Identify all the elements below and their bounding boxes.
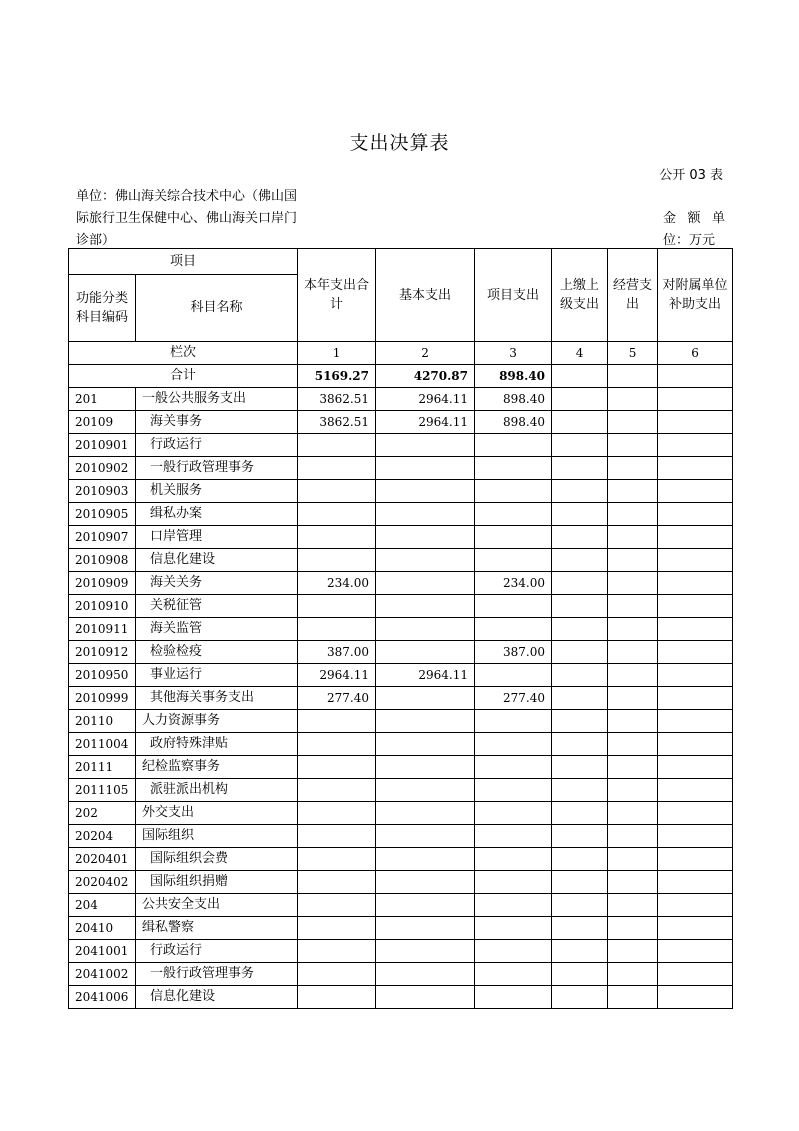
row-project: 898.40	[475, 388, 552, 411]
total-total: 5169.27	[298, 365, 376, 388]
col-num-6: 6	[658, 342, 733, 365]
row-upper	[552, 526, 608, 549]
row-business	[608, 848, 658, 871]
row-upper	[552, 802, 608, 825]
row-upper	[552, 894, 608, 917]
row-business	[608, 388, 658, 411]
row-total	[298, 871, 376, 894]
row-project	[475, 457, 552, 480]
header-item: 项目	[69, 249, 298, 275]
row-subsidy	[658, 871, 733, 894]
table-row	[69, 572, 733, 595]
total-business	[608, 365, 658, 388]
table-row	[69, 411, 733, 434]
row-upper	[552, 434, 608, 457]
row-total	[298, 848, 376, 871]
row-name: 国际组织	[136, 825, 298, 848]
row-project	[475, 434, 552, 457]
row-code: 2041006	[69, 986, 136, 1009]
table-body	[69, 388, 733, 1009]
row-name: 信息化建设	[136, 549, 298, 572]
table-row	[69, 848, 733, 871]
row-name: 行政运行	[136, 940, 298, 963]
row-subsidy	[658, 779, 733, 802]
row-subsidy	[658, 388, 733, 411]
row-project	[475, 940, 552, 963]
row-code: 2010950	[69, 664, 136, 687]
row-total: 3862.51	[298, 388, 376, 411]
row-total	[298, 756, 376, 779]
row-subsidy	[658, 457, 733, 480]
row-name: 一般行政管理事务	[136, 457, 298, 480]
header-project: 项目支出	[475, 249, 552, 342]
row-upper	[552, 779, 608, 802]
row-code: 2010903	[69, 480, 136, 503]
row-code: 20109	[69, 411, 136, 434]
row-business	[608, 411, 658, 434]
row-project: 234.00	[475, 572, 552, 595]
row-subsidy	[658, 503, 733, 526]
total-basic: 4270.87	[376, 365, 475, 388]
row-name: 缉私办案	[136, 503, 298, 526]
header-upper: 上缴上级支出	[552, 249, 608, 342]
row-basic	[376, 986, 475, 1009]
table-row	[69, 733, 733, 756]
row-subsidy	[658, 411, 733, 434]
row-upper	[552, 940, 608, 963]
row-code: 2010902	[69, 457, 136, 480]
row-business	[608, 641, 658, 664]
row-code: 20410	[69, 917, 136, 940]
row-upper	[552, 641, 608, 664]
row-name: 机关服务	[136, 480, 298, 503]
row-name: 信息化建设	[136, 986, 298, 1009]
table-row	[69, 503, 733, 526]
row-upper	[552, 549, 608, 572]
row-basic	[376, 894, 475, 917]
amount-unit-line1: 金额单	[663, 211, 725, 226]
header-subsidy: 对附属单位补助支出	[658, 249, 733, 342]
row-business	[608, 549, 658, 572]
row-subsidy	[658, 687, 733, 710]
row-basic	[376, 480, 475, 503]
row-subsidy	[658, 940, 733, 963]
row-basic	[376, 710, 475, 733]
row-total: 387.00	[298, 641, 376, 664]
row-subsidy	[658, 549, 733, 572]
table-row	[69, 526, 733, 549]
row-code: 202	[69, 802, 136, 825]
row-business	[608, 572, 658, 595]
row-project	[475, 848, 552, 871]
table-row	[69, 894, 733, 917]
row-upper	[552, 986, 608, 1009]
row-code: 20110	[69, 710, 136, 733]
row-total	[298, 940, 376, 963]
row-name: 外交支出	[136, 802, 298, 825]
row-project	[475, 802, 552, 825]
col-num-4: 4	[552, 342, 608, 365]
col-num-3: 3	[475, 342, 552, 365]
row-subsidy	[658, 825, 733, 848]
row-business	[608, 687, 658, 710]
row-basic	[376, 549, 475, 572]
row-code: 2010907	[69, 526, 136, 549]
row-basic: 2964.11	[376, 664, 475, 687]
row-total	[298, 917, 376, 940]
row-subsidy	[658, 526, 733, 549]
row-project	[475, 825, 552, 848]
row-upper	[552, 618, 608, 641]
row-basic	[376, 641, 475, 664]
row-business	[608, 503, 658, 526]
row-upper	[552, 871, 608, 894]
row-name: 海关关务	[136, 572, 298, 595]
table-row	[69, 802, 733, 825]
row-subsidy	[658, 664, 733, 687]
row-subsidy	[658, 917, 733, 940]
row-name: 海关事务	[136, 411, 298, 434]
table-row	[69, 940, 733, 963]
unit-label: 单位：佛山海关综合技术中心（佛山国际旅行卫生保健中心、佛山海关口岸门诊部）	[76, 189, 298, 248]
row-name: 检验检疫	[136, 641, 298, 664]
row-basic	[376, 733, 475, 756]
row-project	[475, 917, 552, 940]
row-total	[298, 963, 376, 986]
row-code: 2010911	[69, 618, 136, 641]
row-basic	[376, 526, 475, 549]
row-basic	[376, 572, 475, 595]
row-total	[298, 457, 376, 480]
row-basic	[376, 687, 475, 710]
table-row	[69, 779, 733, 802]
row-project	[475, 549, 552, 572]
row-upper	[552, 480, 608, 503]
row-business	[608, 618, 658, 641]
row-total: 277.40	[298, 687, 376, 710]
col-num-1: 1	[298, 342, 376, 365]
row-basic	[376, 618, 475, 641]
col-num-5: 5	[608, 342, 658, 365]
table-row	[69, 549, 733, 572]
row-project: 387.00	[475, 641, 552, 664]
row-upper	[552, 825, 608, 848]
row-name: 国际组织捐赠	[136, 871, 298, 894]
row-basic	[376, 595, 475, 618]
row-business	[608, 871, 658, 894]
table-row	[69, 434, 733, 457]
row-code: 2010909	[69, 572, 136, 595]
row-subsidy	[658, 733, 733, 756]
row-business	[608, 480, 658, 503]
table-row	[69, 618, 733, 641]
row-total: 234.00	[298, 572, 376, 595]
row-name: 其他海关事务支出	[136, 687, 298, 710]
row-name: 公共安全支出	[136, 894, 298, 917]
row-subsidy	[658, 963, 733, 986]
expenditure-table	[68, 248, 733, 1009]
row-upper	[552, 664, 608, 687]
row-total	[298, 618, 376, 641]
row-total	[298, 825, 376, 848]
row-name: 行政运行	[136, 434, 298, 457]
row-business	[608, 779, 658, 802]
row-basic	[376, 756, 475, 779]
header-total: 本年支出合计	[298, 249, 376, 342]
row-total	[298, 733, 376, 756]
row-business	[608, 756, 658, 779]
row-total	[298, 986, 376, 1009]
row-code: 2041002	[69, 963, 136, 986]
total-project: 898.40	[475, 365, 552, 388]
row-total	[298, 434, 376, 457]
row-total	[298, 802, 376, 825]
row-subsidy	[658, 434, 733, 457]
row-name: 政府特殊津贴	[136, 733, 298, 756]
row-upper	[552, 411, 608, 434]
row-code: 2010912	[69, 641, 136, 664]
row-project	[475, 963, 552, 986]
row-total: 3862.51	[298, 411, 376, 434]
row-business	[608, 457, 658, 480]
row-name: 派驻派出机构	[136, 779, 298, 802]
row-total: 2964.11	[298, 664, 376, 687]
table-row	[69, 687, 733, 710]
row-name: 缉私警察	[136, 917, 298, 940]
row-upper	[552, 848, 608, 871]
row-basic	[376, 457, 475, 480]
row-name: 事业运行	[136, 664, 298, 687]
row-name: 关税征管	[136, 595, 298, 618]
row-subsidy	[658, 572, 733, 595]
row-name: 一般公共服务支出	[136, 388, 298, 411]
table-row	[69, 457, 733, 480]
row-code: 2010901	[69, 434, 136, 457]
row-upper	[552, 756, 608, 779]
row-subsidy	[658, 480, 733, 503]
row-subsidy	[658, 986, 733, 1009]
total-label: 合计	[69, 365, 298, 388]
row-business	[608, 917, 658, 940]
row-business	[608, 664, 658, 687]
row-upper	[552, 595, 608, 618]
col-num-2: 2	[376, 342, 475, 365]
row-code: 201	[69, 388, 136, 411]
row-upper	[552, 388, 608, 411]
row-project	[475, 710, 552, 733]
row-basic	[376, 963, 475, 986]
row-basic	[376, 848, 475, 871]
table-row	[69, 595, 733, 618]
header-func-code: 功能分类科目编码	[69, 275, 136, 342]
row-business	[608, 825, 658, 848]
row-name: 口岸管理	[136, 526, 298, 549]
total-subsidy	[658, 365, 733, 388]
table-row	[69, 986, 733, 1009]
row-business	[608, 526, 658, 549]
row-business	[608, 894, 658, 917]
amount-unit-line2: 位：万元	[663, 233, 716, 248]
table-row	[69, 710, 733, 733]
row-business	[608, 940, 658, 963]
row-business	[608, 986, 658, 1009]
row-subsidy	[658, 641, 733, 664]
table-row	[69, 756, 733, 779]
row-code: 20111	[69, 756, 136, 779]
row-business	[608, 733, 658, 756]
row-subsidy	[658, 595, 733, 618]
row-project	[475, 756, 552, 779]
row-code: 2011105	[69, 779, 136, 802]
row-code: 2020401	[69, 848, 136, 871]
row-project	[475, 779, 552, 802]
row-project	[475, 664, 552, 687]
form-number: 公开 03 表	[659, 168, 723, 183]
row-project	[475, 986, 552, 1009]
row-upper	[552, 917, 608, 940]
row-code: 2020402	[69, 871, 136, 894]
table-row	[69, 917, 733, 940]
row-upper	[552, 733, 608, 756]
row-code: 2010905	[69, 503, 136, 526]
row-name: 海关监管	[136, 618, 298, 641]
row-basic	[376, 940, 475, 963]
row-label: 栏次	[69, 342, 298, 365]
row-business	[608, 595, 658, 618]
row-basic	[376, 917, 475, 940]
row-basic	[376, 503, 475, 526]
row-basic	[376, 434, 475, 457]
row-name: 人力资源事务	[136, 710, 298, 733]
row-upper	[552, 687, 608, 710]
row-total	[298, 480, 376, 503]
row-code: 204	[69, 894, 136, 917]
row-project	[475, 480, 552, 503]
row-code: 2010999	[69, 687, 136, 710]
table-row	[69, 963, 733, 986]
table-row	[69, 480, 733, 503]
table-row	[69, 871, 733, 894]
row-basic: 2964.11	[376, 388, 475, 411]
row-upper	[552, 503, 608, 526]
header-business: 经营支出	[608, 249, 658, 342]
row-code: 2010910	[69, 595, 136, 618]
row-project	[475, 871, 552, 894]
row-subsidy	[658, 848, 733, 871]
row-business	[608, 802, 658, 825]
row-project	[475, 894, 552, 917]
row-total	[298, 779, 376, 802]
page-title: 支出决算表	[349, 132, 450, 154]
row-subsidy	[658, 618, 733, 641]
row-project: 277.40	[475, 687, 552, 710]
row-code: 2011004	[69, 733, 136, 756]
amount-unit	[663, 208, 725, 252]
row-subsidy	[658, 756, 733, 779]
row-code: 2041001	[69, 940, 136, 963]
row-basic	[376, 802, 475, 825]
row-total	[298, 595, 376, 618]
row-basic	[376, 871, 475, 894]
row-basic	[376, 825, 475, 848]
row-total	[298, 526, 376, 549]
row-project	[475, 618, 552, 641]
row-basic: 2964.11	[376, 411, 475, 434]
table-row	[69, 664, 733, 687]
row-total	[298, 894, 376, 917]
row-subsidy	[658, 894, 733, 917]
row-project	[475, 595, 552, 618]
row-project: 898.40	[475, 411, 552, 434]
row-total	[298, 710, 376, 733]
row-basic	[376, 779, 475, 802]
row-code: 2010908	[69, 549, 136, 572]
row-project	[475, 733, 552, 756]
row-upper	[552, 963, 608, 986]
total-upper	[552, 365, 608, 388]
row-total	[298, 503, 376, 526]
row-name: 国际组织会费	[136, 848, 298, 871]
table-row	[69, 641, 733, 664]
table-row	[69, 825, 733, 848]
row-upper	[552, 457, 608, 480]
row-project	[475, 503, 552, 526]
row-subsidy	[658, 710, 733, 733]
row-business	[608, 710, 658, 733]
row-name: 一般行政管理事务	[136, 963, 298, 986]
row-project	[475, 526, 552, 549]
row-business	[608, 963, 658, 986]
row-upper	[552, 572, 608, 595]
header-basic: 基本支出	[376, 249, 475, 342]
row-business	[608, 434, 658, 457]
row-upper	[552, 710, 608, 733]
table-row	[69, 388, 733, 411]
row-code: 20204	[69, 825, 136, 848]
row-name: 纪检监察事务	[136, 756, 298, 779]
row-total	[298, 549, 376, 572]
row-subsidy	[658, 802, 733, 825]
header-subject-name: 科目名称	[136, 275, 298, 342]
